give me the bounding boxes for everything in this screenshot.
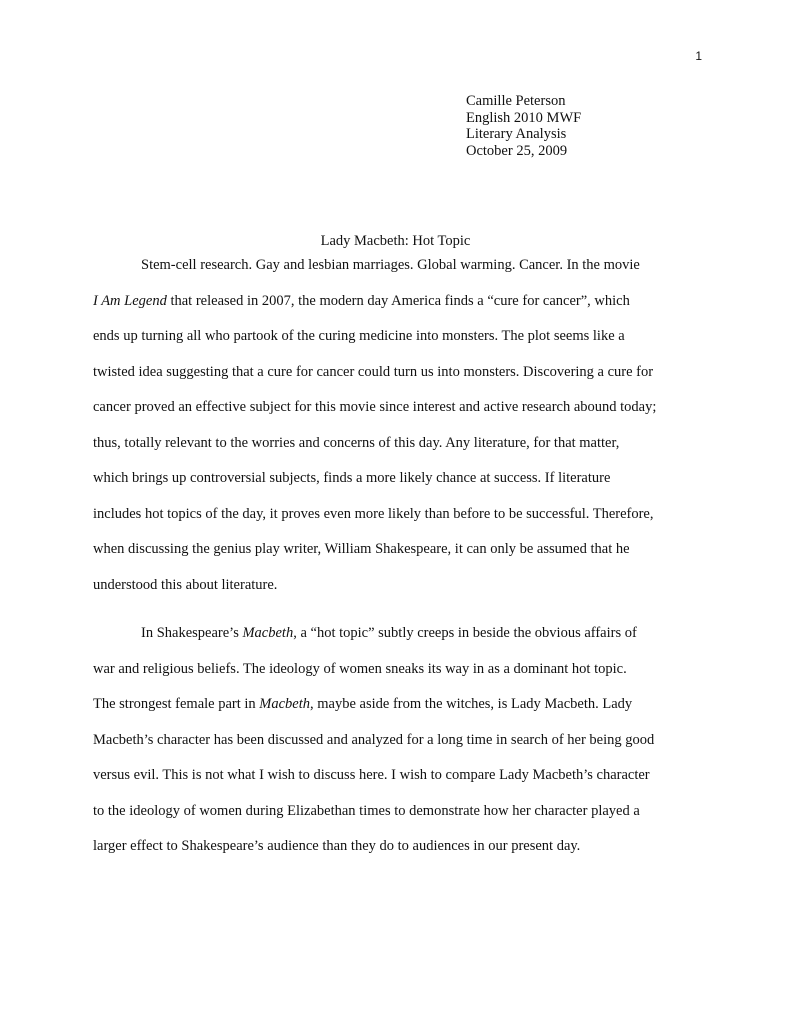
paragraph-line: cancer proved an effective subject for this movie since interest and active research abound today; bbox=[93, 399, 657, 415]
essay-title: Lady Macbeth: Hot Topic bbox=[320, 233, 471, 249]
play-title: Macbeth bbox=[259, 696, 311, 712]
paragraph-line: twisted idea suggesting that a cure for cancer could turn us into monsters. Discovering a cure for bbox=[93, 363, 654, 380]
paragraph-line: to the ideology of women during Elizabethan times to demonstrate how her character played a bbox=[93, 802, 640, 819]
line-text: The strongest female part in bbox=[93, 696, 260, 712]
line-text: In Shakespeare’s bbox=[141, 625, 243, 641]
paragraph-line: when discussing the genius play writer, William Shakespeare, it can only be assumed that he bbox=[93, 541, 630, 557]
author-name: Camille Peterson bbox=[466, 93, 566, 109]
paragraph-line: ends up turning all who partook of the curing medicine into monsters. The plot seems like a bbox=[93, 328, 625, 344]
mla-heading bbox=[466, 93, 581, 160]
essay-date: October 25, 2009 bbox=[466, 143, 568, 160]
paragraph-2 bbox=[93, 616, 697, 865]
paragraph-line: Stem-cell research. Gay and lesbian marriages. Global warming. Cancer. In the movie bbox=[141, 257, 640, 273]
movie-title: I Am Legend bbox=[93, 292, 167, 309]
paragraph-1 bbox=[93, 248, 697, 603]
line-text: , a “hot topic” subtly creeps in beside the obvious affairs of bbox=[293, 625, 637, 641]
play-title: Macbeth bbox=[242, 625, 294, 641]
assignment-name: Literary Analysis bbox=[466, 126, 567, 143]
paragraph-line bbox=[93, 687, 697, 723]
paragraph-line: includes hot topics of the day, it proves even more likely than before to be successful. Therefore, bbox=[93, 505, 654, 522]
paragraph-line: larger effect to Shakespeare’s audience than they do to audiences in our present day. bbox=[93, 838, 581, 854]
line-text: that released in 2007, the modern day America finds a “cure for cancer”, which bbox=[166, 292, 630, 309]
paragraph-line: which brings up controversial subjects, finds a more likely chance at success. If literature bbox=[93, 470, 611, 486]
paragraph-line bbox=[93, 616, 697, 652]
paragraph-line: thus, totally relevant to the worries and concerns of this day. Any literature, for that matter, bbox=[93, 434, 620, 451]
paragraph-line: war and religious beliefs. The ideology of women sneaks its way in as a dominant hot topic. bbox=[93, 660, 627, 677]
page-number: 1 bbox=[695, 49, 702, 63]
line-text: , maybe aside from the witches, is Lady Macbeth. Lady bbox=[310, 696, 633, 712]
paragraph-line: versus evil. This is not what I wish to discuss here. I wish to compare Lady Macbeth’s character bbox=[93, 767, 650, 783]
course-name: English 2010 MWF bbox=[466, 109, 582, 126]
paragraph-line: understood this about literature. bbox=[93, 576, 278, 593]
paragraph-line: Macbeth’s character has been discussed and analyzed for a long time in search of her being good bbox=[93, 731, 655, 748]
paragraph-line bbox=[93, 284, 697, 320]
